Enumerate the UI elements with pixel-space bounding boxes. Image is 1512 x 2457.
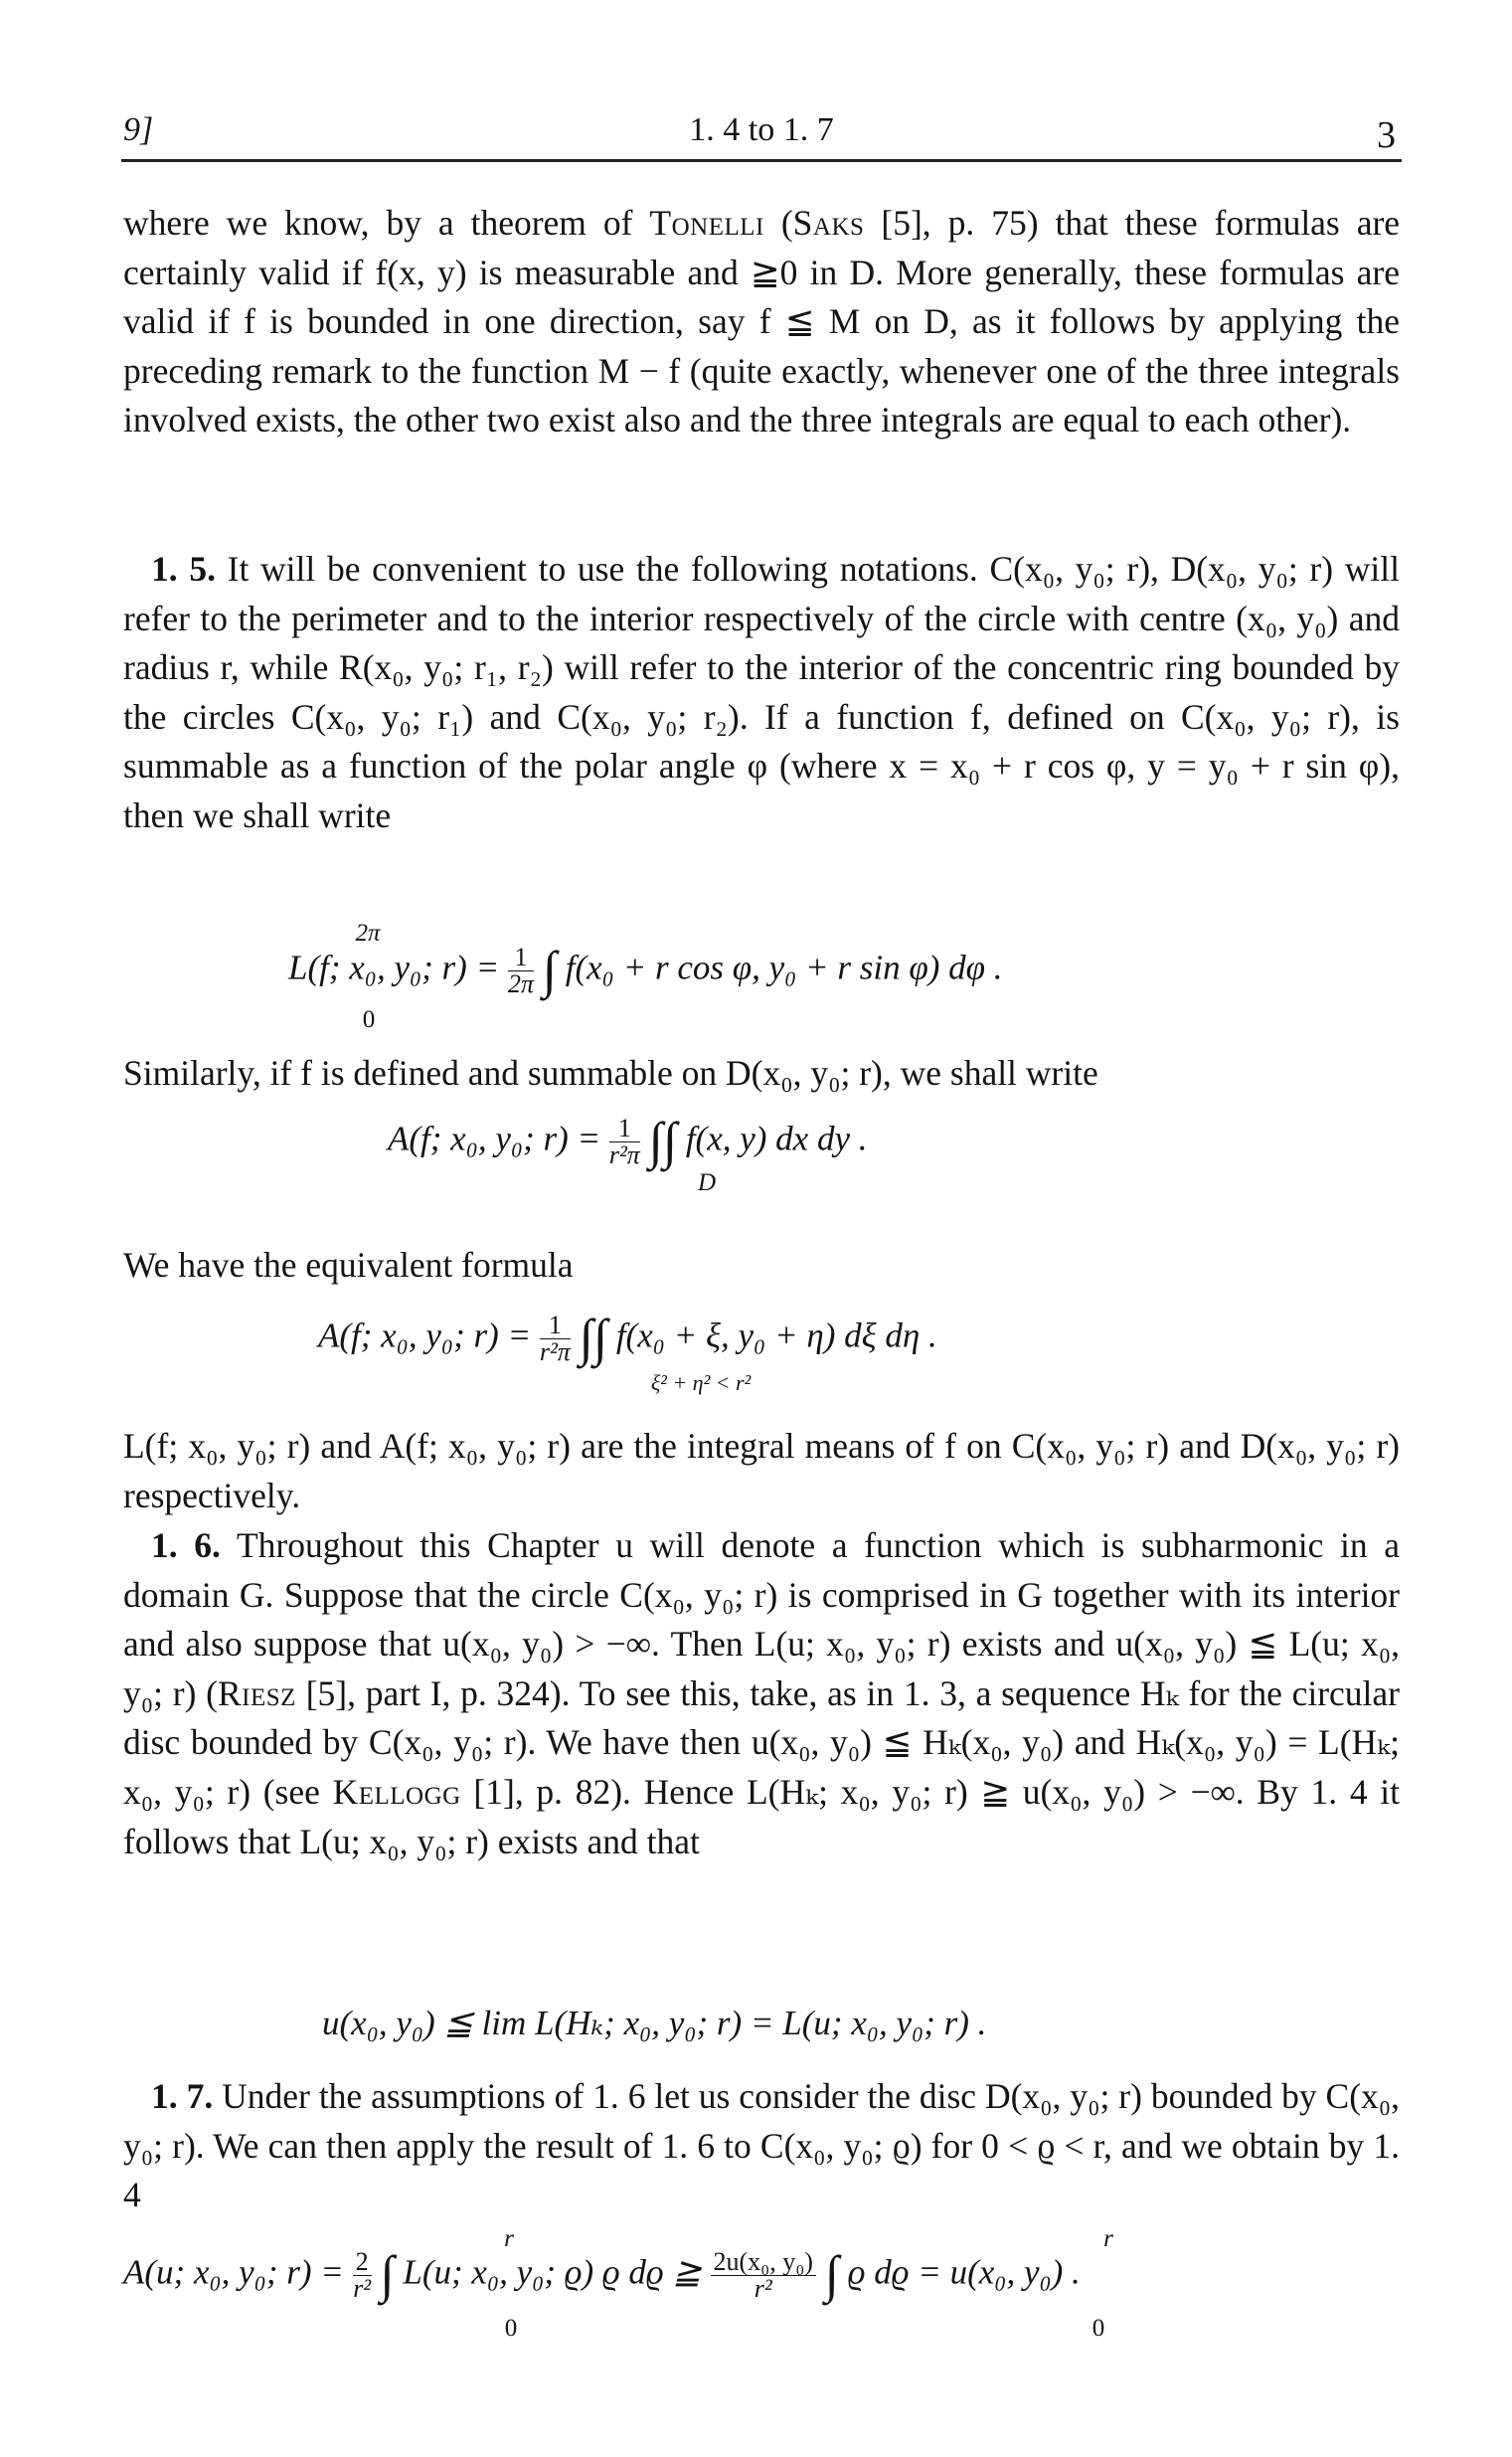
eq-L-integrand: f(x₀ + r cos φ, y₀ + r sin φ) dφ .	[565, 948, 1003, 987]
section-1-5	[123, 545, 1400, 841]
paragraph-similarly	[123, 1049, 1400, 1099]
para1-text-b: [5], p. 75) that these formulas are certainly valid if f(x, y) is measurable and ≧0 in D. More generally, these formulas are valid if f is bounded in one direction, say f ≦ M on D, as it follows by applying the preceding remark to the function M − f (quite exactly, whenever one of the three integrals involved exists, the other two exist also and the three integrals are equal to each other).	[123, 203, 1401, 440]
eq-L-lhs: L(f; x₀, y₀; r) =	[288, 948, 500, 987]
header-rule	[121, 159, 1402, 162]
section-number-1-6: 1. 6.	[151, 1525, 221, 1565]
section-1-6-text-a: Throughout this Chapter u will denote a function which is subharmonic in a domain G. Suppose that the circle C(x₀, y₀; r) is comprised in G together with its interior and also suppose that u(x₀, y₀) > −∞. Then L(u; x₀, y₀; r) exists and u(x₀, y₀) ≦ L(u; x₀, y₀; r) (	[123, 1525, 1401, 1713]
section-number-1-5: 1. 5.	[151, 549, 216, 589]
eq-A2-domain: ξ² + η² < r²	[650, 1370, 752, 1395]
integral-sign: ∫	[824, 2246, 839, 2304]
para1-paren: (	[780, 203, 793, 243]
section-number-1-7: 1. 7.	[151, 2076, 214, 2116]
section-1-5-text: It will be convenient to use the following notations. C(x₀, y₀; r), D(x₀, y₀; r) will refer to the perimeter and to the interior respectively of the circle with centre (x₀, y₀) and radius r, while R(x₀, y₀; r₁, r₂) will refer to the interior of the concentric ring bounded by the circles C(x₀, y₀; r₁) and C(x₀, y₀; r₂). If a function f, defined on C(x₀, y₀; r), is summable as a function of the polar angle φ (where x = x₀ + r cos φ, y = y₀ + r sin φ), then we shall write	[123, 549, 1401, 835]
integral-sign: ∫	[542, 942, 557, 999]
eq-L-upper-limit: 2π	[355, 920, 381, 947]
section-1-6-text-b: [5], part I, p. 324). To see this, take, as in 1. 3, a sequence Hₖ for the circular disc bounded by C(x₀, y₀; r). We have then u(x₀, y₀) ≦ Hₖ(x₀, y₀) and Hₖ(x₀, y₀) = L(Hₖ; x₀, y₀; r) (see	[123, 1672, 1400, 1812]
para1-text-a: where we know, by a theorem of	[123, 203, 633, 243]
equation-A-shifted	[318, 1310, 937, 1367]
eq-A1-lhs: A(f; x₀, y₀; r) =	[388, 1119, 601, 1158]
eq-final-end: ϱ dϱ = u(x₀, y₀) .	[847, 2252, 1081, 2292]
running-header	[123, 111, 1400, 156]
eq-limit-text: u(x₀, y₀) ≦ lim L(Hₖ; x₀, y₀; r) = L(u; x₀, y₀; r) .	[322, 2004, 987, 2042]
eq-final-lower-limit-1: 0	[504, 2315, 518, 2342]
eq-A2-fraction	[540, 1313, 571, 1365]
section-1-6	[123, 1521, 1400, 1866]
section-1-7	[123, 2072, 1400, 2220]
equation-final	[123, 2246, 1081, 2304]
eq-final-f2-numerator: 2u(x₀, y₀)	[711, 2249, 816, 2276]
equivalent-text: We have the equivalent formula	[123, 1245, 574, 1285]
eq-final-f2-denominator: r²	[754, 2274, 772, 2303]
eq-L-fraction	[508, 945, 534, 997]
author-saks: Saks	[792, 203, 865, 243]
paragraph-integral-means	[123, 1422, 1400, 1520]
author-kellogg: Kellogg	[332, 1771, 461, 1812]
eq-final-lower-limit-2: 0	[1092, 2315, 1105, 2342]
eq-final-f1-denominator: r²	[353, 2274, 372, 2303]
equation-limit	[322, 2004, 986, 2043]
equation-L	[288, 942, 1003, 999]
eq-L-denominator: 2π	[507, 969, 534, 998]
eq-final-upper-limit-1: r	[504, 2225, 514, 2252]
header-left-marker: 9]	[123, 111, 154, 148]
eq-L-lower-limit: 0	[362, 1006, 376, 1033]
similarly-text: Similarly, if f is defined and summable on D(x₀, y₀; r), we shall write	[123, 1053, 1098, 1093]
eq-A1-integrand: f(x, y) dx dy .	[685, 1119, 868, 1158]
author-tonelli: Tonelli	[649, 203, 764, 243]
equation-A-disc	[388, 1113, 868, 1170]
integral-means-text: L(f; x₀, y₀; r) and A(f; x₀, y₀; r) are the integral means of f on C(x₀, y₀; r) and D(x₀, y₀; r) respectively.	[123, 1426, 1400, 1515]
paragraph-equivalent	[123, 1241, 1400, 1291]
eq-final-lhs: A(u; x₀, y₀; r) =	[123, 2252, 344, 2292]
eq-L-numerator: 1	[508, 945, 534, 971]
eq-A1-denominator: r²π	[608, 1141, 640, 1169]
section-1-6-text-c: [1], p. 82). Hence L(Hₖ; x₀, y₀; r) ≧ u(x₀, y₀) > −∞. By 1. 4 it follows that L(u; x₀, y₀; r) exists and that	[123, 1771, 1400, 1861]
eq-A1-numerator: 1	[609, 1116, 640, 1142]
eq-final-fraction-1	[353, 2249, 372, 2302]
eq-A2-numerator: 1	[540, 1313, 571, 1339]
author-riesz: Riesz	[217, 1672, 296, 1713]
eq-A1-domain: D	[697, 1169, 717, 1196]
eq-A2-denominator: r²π	[539, 1337, 571, 1366]
double-integral-sign: ∫∫	[648, 1113, 678, 1170]
eq-final-upper-limit-2: r	[1103, 2225, 1113, 2252]
integral-sign: ∫	[380, 2246, 395, 2304]
eq-final-middle: L(u; x₀, y₀; ϱ) ϱ dϱ ≧	[403, 2252, 702, 2292]
eq-A2-lhs: A(f; x₀, y₀; r) =	[318, 1316, 532, 1355]
double-integral-sign: ∫∫	[579, 1310, 608, 1367]
section-1-7-text: Under the assumptions of 1. 6 let us consider the disc D(x₀, y₀; r) bounded by C(x₀, y₀; r). We can then apply the result of 1. 6 to C(x₀, y₀; ϱ) for 0 < ϱ < r, and we obtain by 1. 4	[123, 2076, 1401, 2215]
eq-final-f1-numerator: 2	[353, 2249, 372, 2276]
eq-final-fraction-2	[711, 2249, 816, 2302]
eq-A2-integrand: f(x₀ + ξ, y₀ + η) dξ dη .	[615, 1316, 937, 1355]
page-number: 3	[1377, 114, 1396, 156]
header-section-range: 1. 4 to 1. 7	[689, 111, 834, 148]
eq-A1-fraction	[609, 1116, 640, 1168]
paragraph-tonelli	[123, 199, 1400, 445]
